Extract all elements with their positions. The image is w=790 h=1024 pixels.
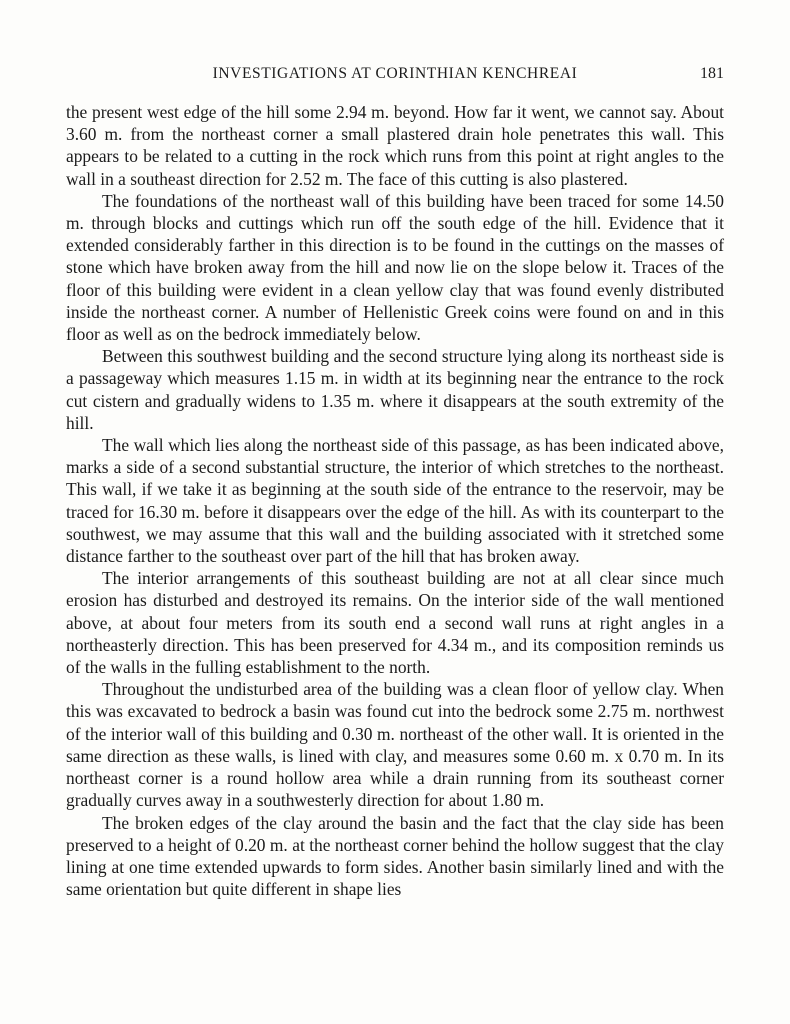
paragraph-clay-lining: The broken edges of the clay around the basin and the fact that the clay side has been preserved to a height of 0.20 m. at the northeast corner behind the hollow suggest that the clay lining at one time extended upwards to form sides. Another basin similarly lined and with the same orientation but quite different in shape lies <box>66 812 724 900</box>
paragraph-second-structure: The wall which lies along the northeast side of this passage, as has been indicated above, marks a side of a second substantial structure, the interior of which stretches to the northeast. This wall, if we take it as beginning at the south side of the entrance to the reservoir, may be traced for 16.30 m. before it disappears over the edge of the hill. As with its counterpart to the southwest, we may assume that this wall and the building associated with it stretched some distance farther to the southeast over part of the hill that has broken away. <box>66 435 724 567</box>
paragraph-passageway: Between this southwest building and the second structure lying along its northeast side is a passageway which measures 1.15 m. in width at its beginning near the entrance to the rock cut cistern and gradually widens to 1.35 m. where it disappears at the south extremity of the hill. <box>66 346 724 433</box>
page-number: 181 <box>700 65 724 82</box>
paragraph-clay-floor-basin: Throughout the undisturbed area of the building was a clean floor of yellow clay. When this was excavated to bedrock a basin was found cut into the bedrock some 2.75 m. northwest of the interior wall of this building and 0.30 m. northeast of the other wall. It is oriented in the same direction as these walls, is lined with clay, and measures some 0.60 m. x 0.70 m. In its northeast corner is a round hollow area while a drain running from its southeast corner gradually curves away in a southwesterly direction for about 1.80 m. <box>66 679 724 811</box>
paragraph-interior-arrangements: The interior arrangements of this southeast building are not at all clear since much erosion has disturbed and destroyed its remains. On the interior side of the wall mentioned above, at about four meters from its south end a second wall runs at right angles in a northeasterly direction. This has been preserved for 4.34 m., and its composition reminds us of the walls in the fulling establishment to the north. <box>66 568 724 678</box>
running-title: INVESTIGATIONS AT CORINTHIAN KENCHREAI <box>212 65 578 82</box>
paragraph-northeast-wall-foundations: The foundations of the northeast wall of this building have been traced for some 14.50 m. through blocks and cuttings which run off the south edge of the hill. Evidence that it extended considerably farther in this direction is to be found in the cuttings on the masses of stone which have broken away from the hill and now lie on the slope below it. Traces of the floor of this building were evident in a clean yellow clay that was found evenly distributed inside the northeast corner. A number of Hellenistic Greek coins were found on and in this floor as well as on the bedrock immediately below. <box>66 190 724 345</box>
running-header <box>66 65 724 87</box>
body-text <box>66 101 724 900</box>
paragraph-continuation: the present west edge of the hill some 2.94 m. beyond. How far it went, we cannot say. About 3.60 m. from the northeast corner a small plastered drain hole penetrates this wall. This appears to be related to a cutting in the rock which runs from this point at right angles to the wall in a southeast direction for 2.52 m. The face of this cutting is also plastered. <box>66 102 724 189</box>
